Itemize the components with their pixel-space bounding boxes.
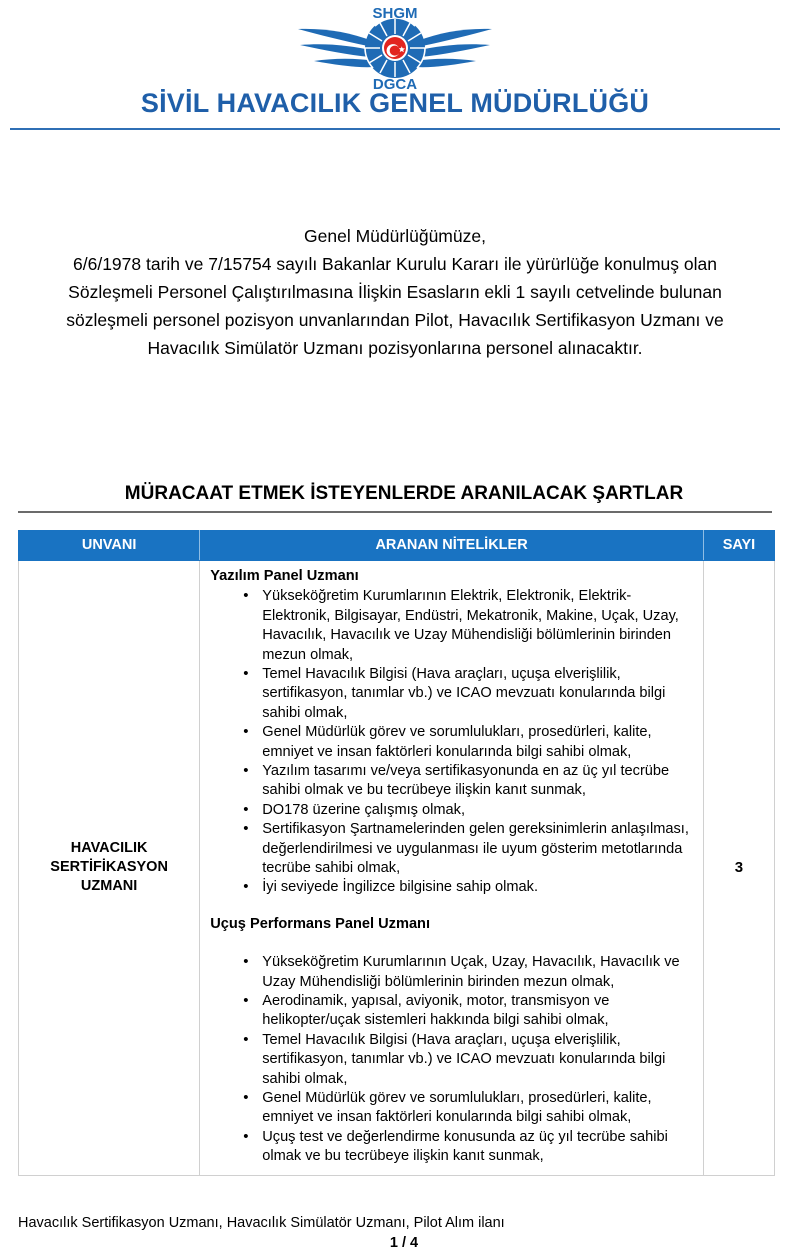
requirements-section [0,484,790,513]
organization-title: SİVİL HAVACILIK GENEL MÜDÜRLÜĞÜ [140,88,650,118]
list-item: • Yazılım tasarımı ve/veya sertifikasyonunda en az üç yıl tecrübe sahibi olmak ve bu tecrübeye ilişkin kanıt sunmak, [262,762,695,801]
intro-line-5: Havacılık Simülatör Uzmanı pozisyonlarına personel alınacaktır. [147,338,643,358]
logo-container [0,6,790,92]
intro-line-1: Genel Müdürlüğümüze, [304,226,486,246]
section-divider [18,511,772,513]
intro-line-3: Sözleşmeli Personel Çalıştırılmasına İlişkin Esasların ekli 1 sayılı cetvelinde bulunan [68,282,722,302]
subgroup-heading-software-panel: Yazılım Panel Uzmanı [210,567,359,584]
list-item: • Aerodinamik, yapısal, aviyonik, motor, transmisyon ve helikopter/uçak sistemleri hakkında bilgi sahibi olmak, [262,992,695,1031]
logo-top-text: SHGM [372,6,418,22]
column-header-sayi: SAYI [703,530,774,560]
subgroup-heading-flight-performance-panel: Uçuş Performans Panel Uzmanı [210,915,431,932]
footer-document-label: Havacılık Sertifikasyon Uzmanı, Havacılık Simülatör Uzmanı, Pilot Alım ilanı [18,1215,505,1231]
document-header [0,0,790,130]
section-title: MÜRACAAT ETMEK İSTEYENLERDE ARANILACAK ŞARTLAR [124,483,684,504]
criteria-list-software-panel [210,587,695,898]
list-item: • Genel Müdürlük görev ve sorumlulukları, prosedürleri, kalite, emniyet ve insan faktörleri konularında bilgi sahibi olmak, [262,1089,695,1128]
logo-bottom-text: DGCA [372,76,418,92]
intro-line-2: 6/6/1978 tarih ve 7/15754 sayılı Bakanlar Kurulu Kararı ile yürürlüğe konulmuş olan [73,254,717,274]
criteria-list-flight-performance-panel [210,953,695,1166]
list-item: • Temel Havacılık Bilgisi (Hava araçları, uçuşa elverişlilik, sertifikasyon, tanımlar vb.) ve ICAO mevzuatı konularında bilgi sahibi olmak, [262,665,695,723]
list-item: • Sertifikasyon Şartnamelerinden gelen gereksinimlerin anlaşılması, değerlendirilmesi ve uygulanması ile uyum gösterim metotlarında tecrübe sahibi olmak, [262,820,695,878]
list-item: • DO178 üzerine çalışmış olmak, [262,801,695,820]
list-item: • İyi seviyede İngilizce bilgisine sahip olmak. [262,878,695,897]
intro-line-4: sözleşmeli personel pozisyon unvanlarından Pilot, Havacılık Sertifikasyon Uzmanı ve [66,310,724,330]
intro-paragraph [16,130,774,362]
cell-position-title: HAVACILIK SERTİFİKASYON UZMANI [19,560,200,1175]
column-header-unvani: UNVANI [19,530,200,560]
table-row [19,560,775,1175]
column-header-nitelikler: ARANAN NİTELİKLER [200,530,704,560]
cell-qualifications [200,560,704,1175]
table-header-row [19,530,775,560]
list-item: • Yükseköğretim Kurumlarının Uçak, Uzay, Havacılık, Havacılık ve Uzay Mühendisliği bölümlerinin birinden mezun olmak, [262,953,695,992]
list-item: • Yükseköğretim Kurumlarının Elektrik, Elektronik, Elektrik-Elektronik, Bilgisayar, Endüstri, Mekatronik, Makine, Uçak, Uzay, Havacılık, Havacılık ve Uzay Mühendisliği bölümlerinin birinden mezun olmak, [262,587,695,665]
list-item: • Temel Havacılık Bilgisi (Hava araçları, uçuşa elverişlilik, sertifikasyon, tanımlar vb.) ve ICAO mevzuatı konularında bilgi sahibi olmak, [262,1031,695,1089]
list-item: • Uçuş test ve değerlendirme konusunda az üç yıl tecrübe sahibi olmak ve bu tecrübeye ilişkin kanıt sunmak, [262,1128,695,1167]
footer-page-number: 1 / 4 [389,1235,419,1251]
requirements-table [18,530,775,1176]
list-item: • Genel Müdürlük görev ve sorumlulukları, prosedürleri, kalite, emniyet ve insan faktörleri konularında bilgi sahibi olmak, [262,723,695,762]
shgm-dgca-logo-icon [284,6,506,92]
cell-quantity: 3 [703,560,774,1175]
document-footer [0,1213,790,1253]
